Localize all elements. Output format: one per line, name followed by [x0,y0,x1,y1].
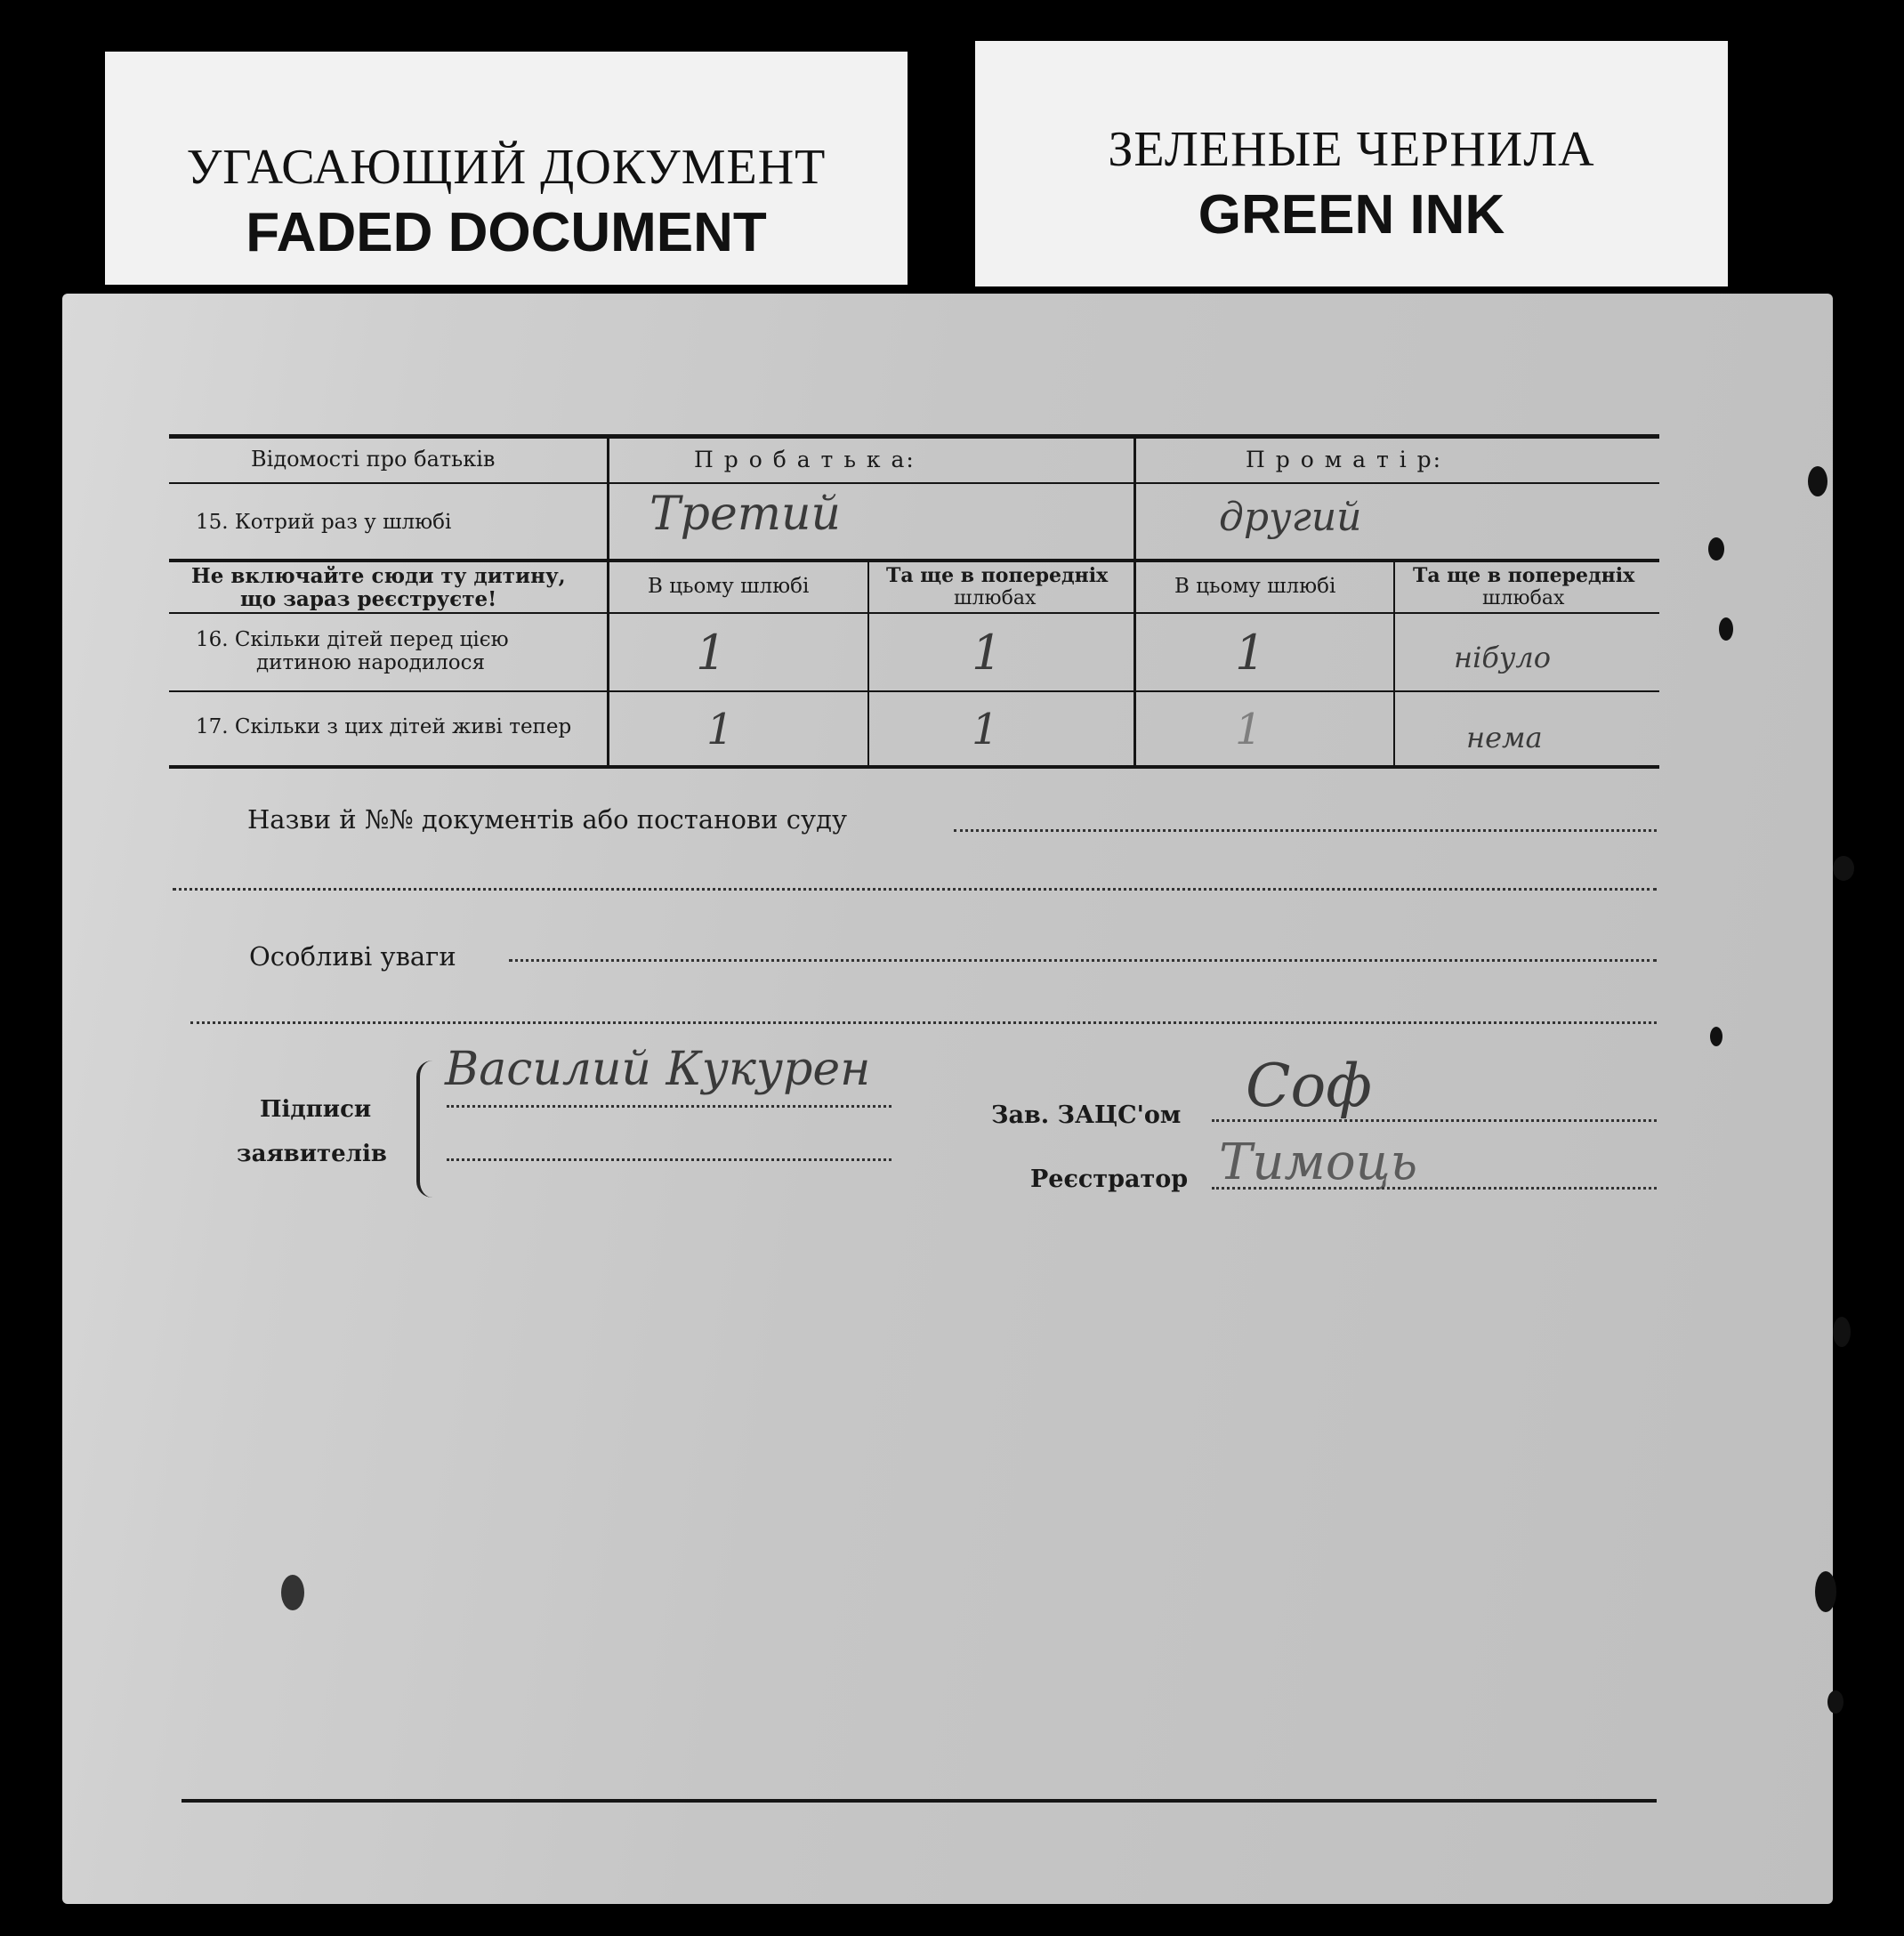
row17-father-prev: 1 [972,705,999,754]
head-signature: Соф [1246,1052,1372,1120]
mother-prev-header-2: шлюбах [1482,587,1565,609]
ink-stain [1808,466,1827,496]
table-top-rule [169,434,1659,439]
faded-document-label [105,52,908,285]
ink-stain [1833,856,1854,881]
documents-fill-line-2 [173,888,1657,891]
applicant-line-1 [447,1105,891,1108]
note-line-1: Не включайте сюди ту дитину, [191,564,566,588]
documents-label: Назви й №№ документів або постанови суду [247,804,848,835]
page-bottom-rule [182,1799,1657,1803]
ink-stain [1815,1571,1836,1612]
documents-fill-line [954,829,1657,832]
row16-mother-this: 1 [1235,625,1266,681]
document-page [62,294,1833,1904]
registrar-label: Реєстратор [1030,1166,1189,1193]
father-prev-header-1: Та ще в попередніх [886,564,1109,587]
ink-stain [1833,1317,1851,1347]
row17-label: 17. Скільки з цих дітей живі тепер [196,715,572,738]
green-ink-label-ru: ЗЕЛЕНЫЕ ЧЕРНИЛА [1108,122,1595,177]
applicant-line-2 [447,1158,891,1161]
row15-father-value: Третий [649,488,842,541]
table-rule [169,482,1659,484]
father-this-marriage-header: В цьому шлюбі [648,575,810,598]
signatures-brace [416,1061,432,1198]
table-vrule [1134,436,1136,767]
ink-stain [1827,1690,1843,1714]
ink-stain [1719,617,1733,641]
row16-label-1: 16. Скільки дітей перед цією [196,628,509,651]
mother-prev-header-1: Та ще в попередніх [1413,564,1635,587]
applicant-signature: Василий Кукурен [445,1043,871,1096]
table-vrule [867,561,869,767]
row15-label: 15. Котрий раз у шлюбі [196,511,452,534]
row16-mother-prev: нібуло [1454,641,1552,674]
row17-mother-prev: нема [1466,721,1543,754]
col-father-header: П р о б а т ь к а: [694,447,916,472]
signatures-label-1: Підписи [260,1096,372,1123]
table-rule [169,612,1659,614]
remarks-fill-line-2 [190,1021,1657,1024]
note-line-2: що зараз реєструєте! [240,587,497,611]
row17-father-this: 1 [706,705,734,754]
table-vrule [1393,561,1395,767]
row16-label-2: дитиною народилося [256,651,486,674]
head-sign-line [1212,1119,1657,1122]
green-ink-label [975,41,1728,286]
faded-label-en: FADED DOCUMENT [246,202,767,263]
table-rule [169,559,1659,562]
remarks-fill-line [509,959,1657,962]
table-vrule [607,436,609,767]
mother-this-marriage-header: В цьому шлюбі [1174,575,1336,598]
head-label: Зав. ЗАЦС'ом [991,1101,1182,1129]
row17-mother-this: 1 [1235,705,1263,754]
ink-stain [1710,1027,1722,1046]
registrar-sign-line [1212,1187,1657,1190]
remarks-label: Особливі уваги [249,941,456,972]
ink-stain [1708,537,1724,561]
signatures-label-2: заявителів [237,1141,387,1167]
row16-father-prev: 1 [972,625,1003,681]
col-mother-header: П р о м а т і р: [1246,447,1443,472]
row15-mother-value: другий [1219,495,1362,540]
green-ink-label-en: GREEN INK [1198,184,1505,246]
faded-label-ru: УГАСАЮЩИЙ ДОКУМЕНТ [186,140,827,195]
father-prev-header-2: шлюбах [954,587,1037,609]
registrar-signature: Тимоць [1219,1133,1418,1191]
table-rule [169,690,1659,692]
ink-stain [281,1575,304,1610]
row16-father-this: 1 [696,625,727,681]
table-bottom-rule [169,765,1659,769]
col-info-header: Відомості про батьків [251,447,496,472]
